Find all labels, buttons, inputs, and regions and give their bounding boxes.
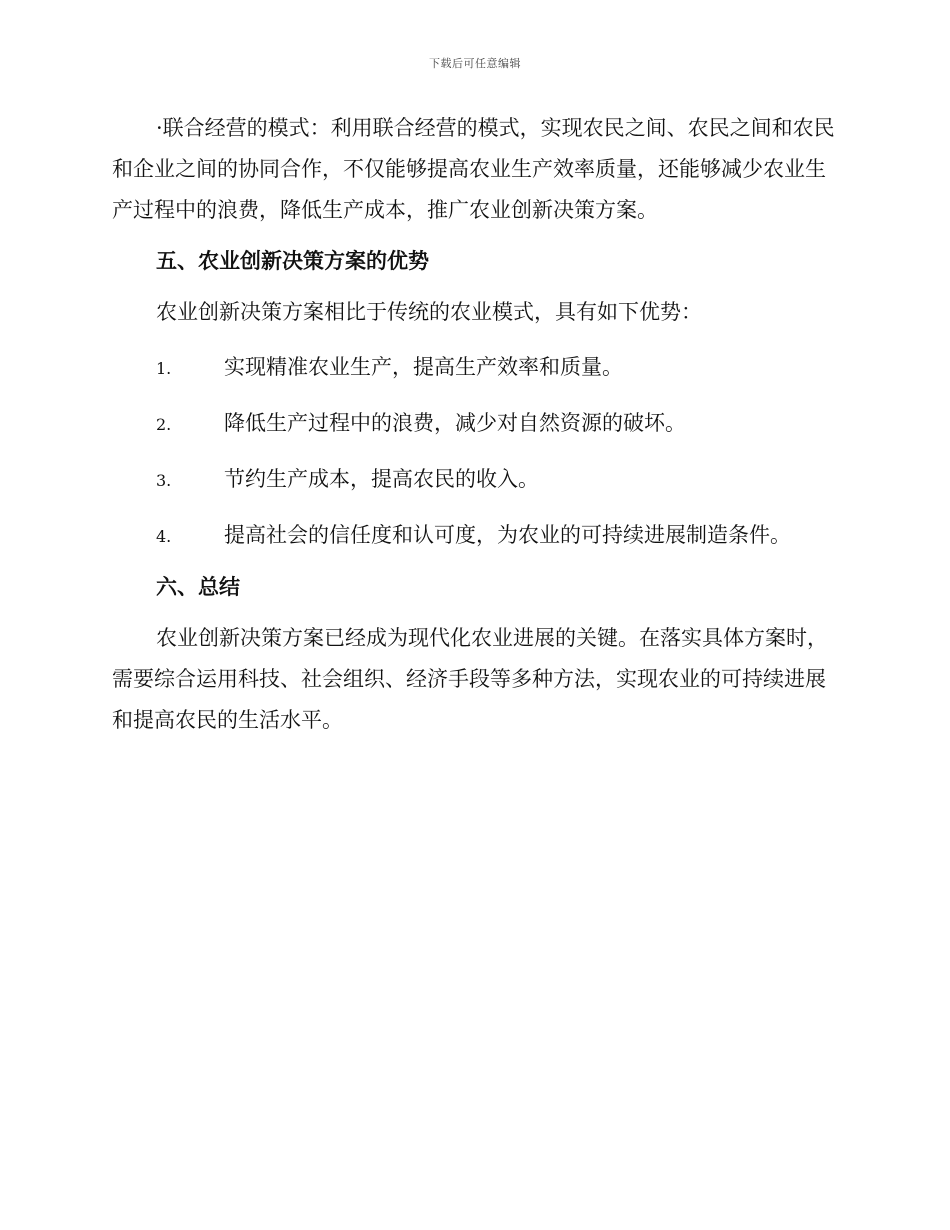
list-item-text: 降低生产过程中的浪费，减少对自然资源的破坏。 [224,411,686,435]
list-item-text: 节约生产成本，提高农民的收入。 [224,467,539,491]
paragraph-advantages-intro: 农业创新决策方案相比于传统的农业模式，具有如下优势： [156,300,702,324]
list-item-number: 1. [156,359,172,378]
paragraph-summary: 农业创新决策方案已经成为现代化农业进展的关键。在落实具体方案时，需要综合运用科技、社会组织、经济手段等多种方法，实现农业的可持续进展和提高农民的生活水平。 [112,626,828,732]
list-item-number: 4. [156,527,172,546]
list-item-number: 2. [156,415,172,434]
section-heading-summary: 六、总结 [156,575,240,599]
section-heading-advantages: 五、农业创新决策方案的优势 [156,249,429,273]
list-item [112,347,836,389]
paragraph-joint-operation: ·联合经营的模式：利用联合经营的模式，实现农民之间、农民之间和农民和企业之间的协同合作，不仅能够提高农业生产效率质量，还能够减少农业生产过程中的浪费，降低生产成本，推广农业创新决策方案。 [112,116,835,222]
list-item-number: 3. [156,471,172,490]
list-item [112,403,836,445]
list-item [112,459,836,501]
list-item-text: 提高社会的信任度和认可度，为农业的可持续进展制造条件。 [224,523,791,547]
advantages-list [112,347,836,557]
list-item [112,515,836,557]
document-content [112,108,836,741]
list-item-text: 实现精准农业生产，提高生产效率和质量。 [224,355,623,379]
page-header: 下载后可任意编辑 [429,57,521,70]
